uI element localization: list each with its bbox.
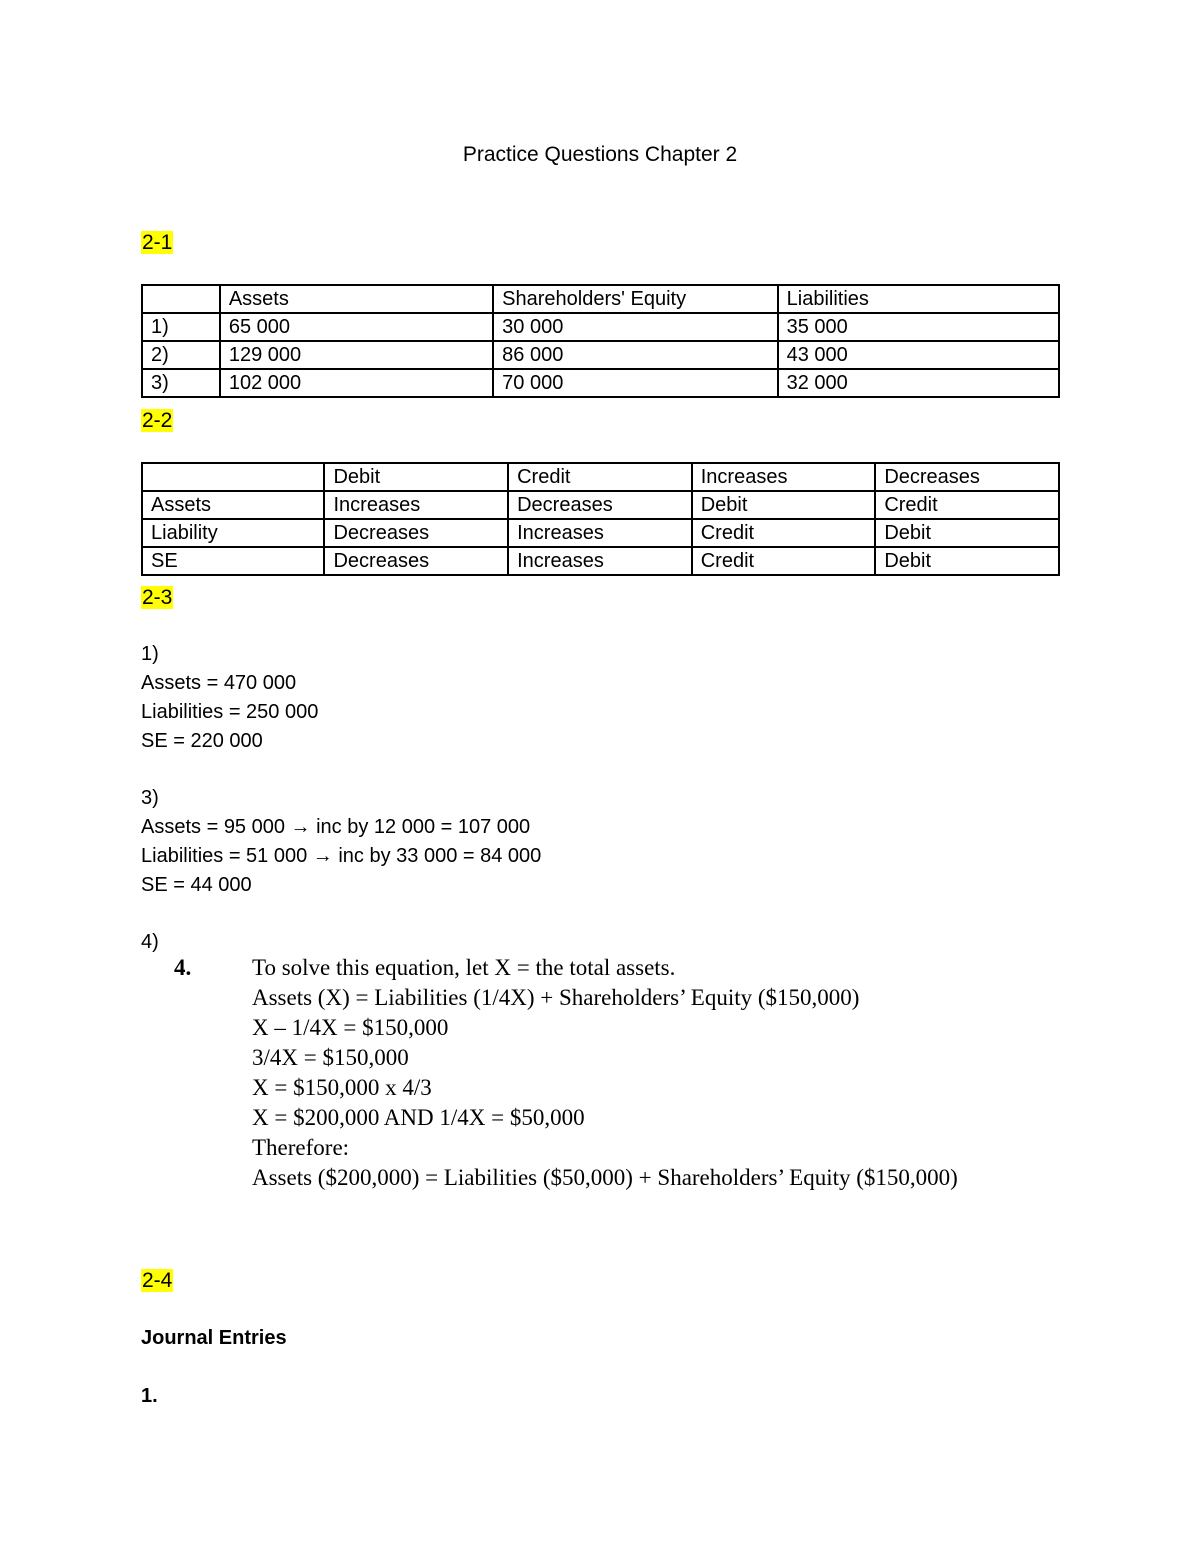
section-2-4-label: 2-4 (142, 1269, 173, 1292)
solution-line: Therefore: (252, 1135, 350, 1160)
table-cell: Credit (875, 491, 1059, 519)
table-cell: 32 000 (778, 369, 1059, 397)
table-row (142, 369, 1059, 397)
journal-entries-heading: Journal Entries (141, 1327, 287, 1349)
page-title: Practice Questions Chapter 2 (462, 143, 738, 166)
table-cell: 2) (142, 341, 220, 369)
table-cell: Debit (324, 463, 508, 491)
part-label: 4) (141, 931, 159, 953)
equation-line: Liabilities = 51 000 → inc by 33 000 = 84 000 (141, 845, 542, 867)
table-row (142, 491, 1059, 519)
solution-number: 4. (174, 955, 192, 980)
table-cell: 129 000 (220, 341, 493, 369)
table-cell: Credit (508, 463, 692, 491)
table-header-row (142, 285, 1059, 313)
table-2-1 (141, 284, 1060, 398)
solution-line: 3/4X = $150,000 (252, 1045, 409, 1070)
section-2-1-label: 2-1 (142, 231, 173, 254)
solution-block (252, 953, 958, 1193)
table-cell: Decreases (324, 547, 508, 575)
table-cell: 35 000 (778, 313, 1059, 341)
table-cell (142, 463, 324, 491)
table-cell: 30 000 (493, 313, 777, 341)
table-header-row (142, 463, 1059, 491)
solution-line: Assets ($200,000) = Liabilities ($50,000) + Shareholders’ Equity ($150,000) (252, 1165, 958, 1190)
section-2-2-label: 2-2 (142, 409, 173, 432)
table-cell: 86 000 (493, 341, 777, 369)
solution-line: X = $200,000 AND 1/4X = $50,000 (252, 1105, 585, 1130)
table-cell: Increases (508, 519, 692, 547)
equation-line: Liabilities = 250 000 (141, 701, 319, 723)
table-cell: 43 000 (778, 341, 1059, 369)
equation-line: Assets = 95 000 → inc by 12 000 = 107 000 (141, 816, 531, 838)
table-cell: 65 000 (220, 313, 493, 341)
table-cell: Assets (142, 491, 324, 519)
table-cell: Debit (875, 547, 1059, 575)
table-cell: 70 000 (493, 369, 777, 397)
table-cell: Debit (875, 519, 1059, 547)
table-cell: Decreases (875, 463, 1059, 491)
solution-line: X = $150,000 x 4/3 (252, 1075, 432, 1100)
table-row (142, 313, 1059, 341)
part-label: 1) (141, 643, 159, 665)
journal-item-number: 1. (141, 1385, 158, 1407)
table-cell: Credit (692, 547, 876, 575)
section-2-3-label: 2-3 (142, 586, 173, 609)
table-row (142, 519, 1059, 547)
equation-line: SE = 220 000 (141, 730, 263, 752)
table-cell: Liabilities (778, 285, 1059, 313)
solution-line: X – 1/4X = $150,000 (252, 1015, 449, 1040)
equation-line: Assets = 470 000 (141, 672, 297, 694)
table-cell: 1) (142, 313, 220, 341)
part-label: 3) (141, 787, 159, 809)
table-cell: 102 000 (220, 369, 493, 397)
table-2-2 (141, 462, 1060, 576)
table-row (142, 547, 1059, 575)
equation-line: SE = 44 000 (141, 874, 252, 896)
table-cell: Decreases (508, 491, 692, 519)
table-cell: Debit (692, 491, 876, 519)
table-row (142, 341, 1059, 369)
solution-line: Assets (X) = Liabilities (1/4X) + Shareholders’ Equity ($150,000) (252, 985, 860, 1010)
table-cell: Increases (508, 547, 692, 575)
table-cell: Liability (142, 519, 324, 547)
table-cell: Credit (692, 519, 876, 547)
table-cell: Assets (220, 285, 493, 313)
table-cell: Decreases (324, 519, 508, 547)
part-3-block (141, 784, 541, 900)
table-cell (142, 285, 220, 313)
part-1-block (141, 640, 318, 756)
table-cell: SE (142, 547, 324, 575)
solution-line: To solve this equation, let X = the total assets. (252, 955, 676, 980)
table-cell: Increases (324, 491, 508, 519)
table-cell: Shareholders' Equity (493, 285, 777, 313)
table-cell: 3) (142, 369, 220, 397)
table-cell: Increases (692, 463, 876, 491)
